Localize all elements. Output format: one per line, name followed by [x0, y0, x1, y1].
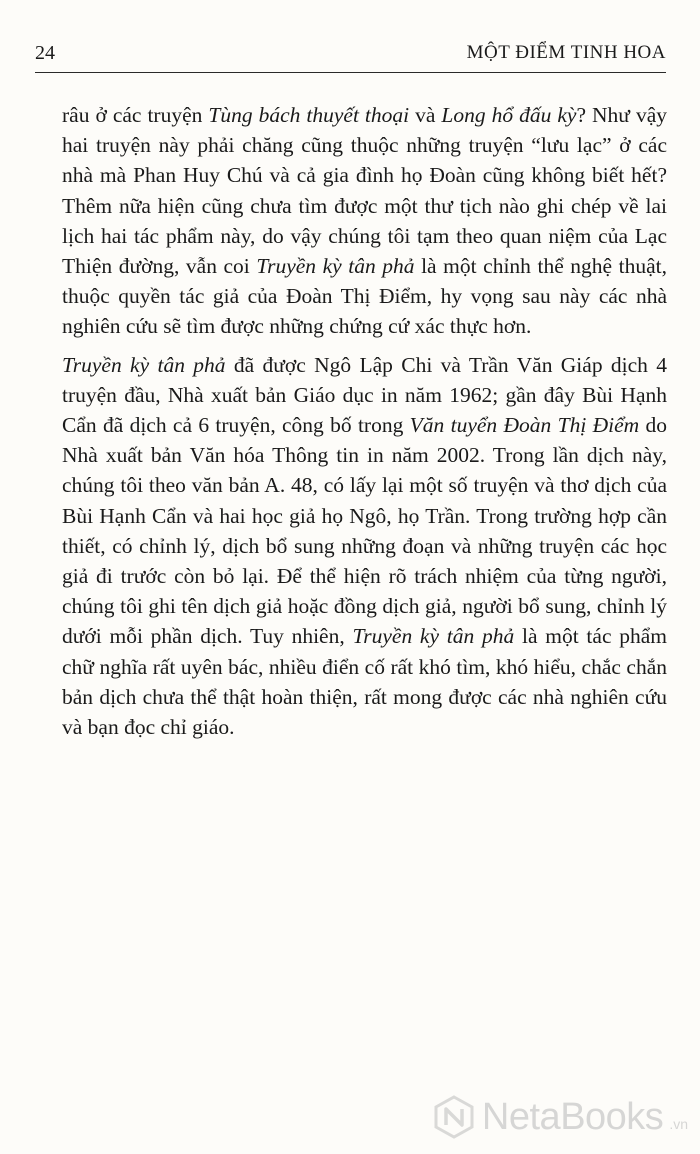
watermark-suffix: .vn — [669, 1116, 688, 1132]
page-header — [35, 42, 666, 73]
watermark-brand: NetaBooks — [481, 1095, 664, 1138]
text-run: râu ở các truyện — [62, 103, 209, 127]
italic-title-text: Long hổ đấu kỳ — [441, 103, 577, 127]
text-run: do Nhà xuất bản Văn hóa Thông tin in năm 2002. Trong lần dịch này, chúng tôi theo văn bản A. 48, có lấy lại một số truyện và thơ dịch của Bùi Hạnh Cẩn và hai học giả họ Ngô, họ Trần. Trong trường hợp cần thiết, có chỉnh lý, dịch bổ sung những đoạn và những truyện các học giả đi trước còn bỏ lại. Để thể hiện rõ trách nhiệm của từng người, chúng tôi ghi tên dịch giả hoặc đồng dịch giả, người bổ sung, chỉnh lý dưới mỗi phần dịch. Tuy nhiên, — [62, 413, 668, 649]
netabooks-watermark — [432, 1092, 688, 1142]
page-number: 24 — [35, 42, 55, 64]
text-run: là một chỉnh thể nghệ thuật, thuộc quyền tác giả của Đoàn Thị Điểm, hy vọng sau này các nhà nghiên cứu sẽ tìm được những chứng cứ xác thực hơn. — [62, 254, 668, 339]
paragraph-1 — [62, 100, 667, 342]
running-head: MỘT ĐIỂM TINH HOA — [466, 42, 666, 63]
text-run: đã được Ngô Lập Chi và Trần Văn Giáp dịch 4 truyện đầu, Nhà xuất bản Giáo dục in năm 1962; gần đây Bùi Hạnh Cẩn đã dịch cả 6 truyện, công bố trong — [62, 352, 667, 438]
italic-title-text: Truyền kỳ tân phả — [256, 254, 415, 279]
italic-title-text: Văn tuyển Đoàn Thị Điểm — [409, 413, 640, 438]
text-run: là một tác phẩm chữ nghĩa rất uyên bác, nhiều điển cố rất khó tìm, khó hiểu, chắc chắn bản dịch chưa thể thật hoàn thiện, rất mong được các nhà nghiên cứu và bạn đọc chỉ giáo. — [62, 624, 667, 740]
italic-title-text: Tùng bách thuyết thoại — [208, 103, 410, 127]
text-run: ? Như vậy hai truyện này phải chăng cũng thuộc những truyện “lưu lạc” ở các nhà mà Phan Huy Chú và cả gia đình họ Đoàn cũng không biết hết? Thêm nữa hiện cũng chưa tìm được một thư tịch nào ghi chép về lai lịch hai tác phẩm này, do vậy chúng tôi tạm theo quan niệm của Lạc Thiện đường, vẫn coi — [62, 103, 667, 279]
italic-title-text: Truyền kỳ tân phả — [62, 352, 226, 377]
body-text — [62, 100, 667, 742]
text-run: và — [409, 103, 442, 127]
paragraph-2 — [62, 350, 667, 743]
netabooks-logo-icon — [432, 1095, 476, 1139]
italic-title-text: Truyền kỳ tân phả — [352, 624, 515, 649]
